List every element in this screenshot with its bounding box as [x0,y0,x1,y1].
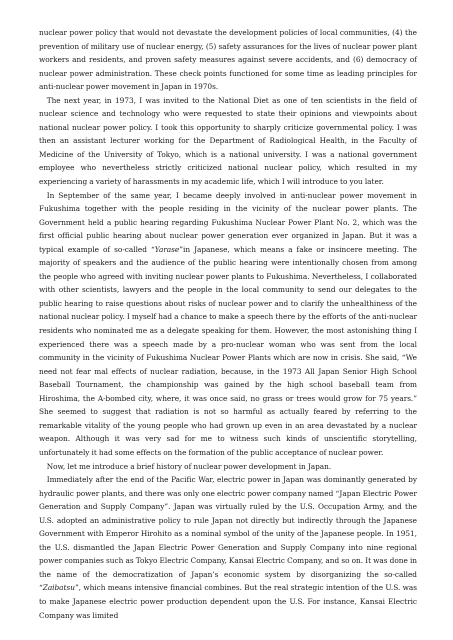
paragraph-text: ”in Japanese, which means a fake or insincere meeting. The majority of speakers and the audience of the public hearing were intentionally chosen from among the people who agreed with inviting nuclear power plants to Fukushima. Nevertheless, I collaborated with other scientists, lawyers and the people in the local community to send our delegates to the public hearing to raise questions about risks of nuclear power and to clarify the unhealthiness of the national nuclear policy. I myself had a chance to make a speech there by the efforts of the anti-nuclear residents who nominated me as a delegate speaking for them. However, the most astonishing thing I experienced there was a speech made by a pro-nuclear woman who was sent from the local community in the vicinity of Fukushima Nuclear Power Plants which are now in crisis. She said, “We need not fear mal effects of nuclear radiation, because, in the 1973 All Japan Senior High School Baseball Tournament, the championship was gained by the high school baseball team from Hiroshima, the A-bombed city, where, it was once said, no grass or trees would grow for 75 years.” She seemed to suggest that radiation is not so harmful as actually feared by referring to the remarkable vitality of the young people who had grown up even in an area devastated by a nuclear weapon. Although it was very sad for me to witness such kinds of unscientific storytelling, unfortunately it had some effects on the formation of the public acceptance of nuclear power. [39,244,417,457]
paragraph-text: In September of the same year, I became deeply involved in anti-nuclear power movement in Fukushima together with the people residing in the vicinity of the nuclear power plants. The Government held a public hearing regarding Fukushima Nuclear Power Plant No. 2, which was the first official public hearing about nuclear power generation ever organized in Japan. But it was a typical example of so-called “ [39,190,417,254]
paragraph-text: Now, let me introduce a brief history of nuclear power development in Japan. [46,461,332,471]
italic-term: Zaibatsu [42,583,75,593]
italic-term: Yarase [154,244,180,254]
paragraph-text: Immediately after the end of the Pacific War, electric power in Japan was dominantly generated by hydraulic power plants, and there was only one electric power company named “Japan Electric Power Generation and Supply Company”. Japan was virtually ruled by the U.S. Occupation Army, and the U.S. adopted an administrative policy to rule Japan not directly but indirectly through the Japanese Government with Emperor Hirohito as a nominal symbol of the unity of the Japanese people. In 1951, the U.S. dismantled the Japan Electric Power Generation and Supply Company into nine regional power companies such as Tokyo Electric Company, Kansai Electric Company, and so on. It was done in the name of the democratization of Japan’s economic system by disorganizing the so-called “ [39,475,417,593]
paragraph-4 [39,460,417,474]
paragraph-2 [39,94,417,189]
paragraph-text: ”, which means intensive financial combines. But the real strategic intention of the U.S. was to make Japanese electric power production dependent upon the U.S. For instance, Kansai Electric Company was limited [39,583,417,620]
paragraph-1 [39,26,417,94]
paragraph-3 [39,189,417,460]
paragraph-text: nuclear power policy that would not devastate the development policies of local communities, (4) the prevention of military use of nuclear energy, (5) safety assurances for the lives of nuclear power plant workers and residents, and proven safety measures against severe accidents, and (6) democracy of nuclear power administration. These check points functioned for some time as leading principles for anti-nuclear power movement in Japan in 1970s. [39,28,417,92]
paragraph-5 [39,473,417,622]
paragraph-text: The next year, in 1973, I was invited to the National Diet as one of ten scientists in the field of nuclear science and technology who were requested to state their opinions and viewpoints about national nuclear power policy. I took this opportunity to sharply criticize governmental policy. I was then an assistant lecturer working for the Department of Radiological Health, in the Faculty of Medicine of the University of Tokyo, which is a national university. I was a national government employee who nevertheless strictly criticized national nuclear policy, which resulted in my experiencing a variety of harassments in my academic life, which I will introduce to you later. [39,95,417,187]
